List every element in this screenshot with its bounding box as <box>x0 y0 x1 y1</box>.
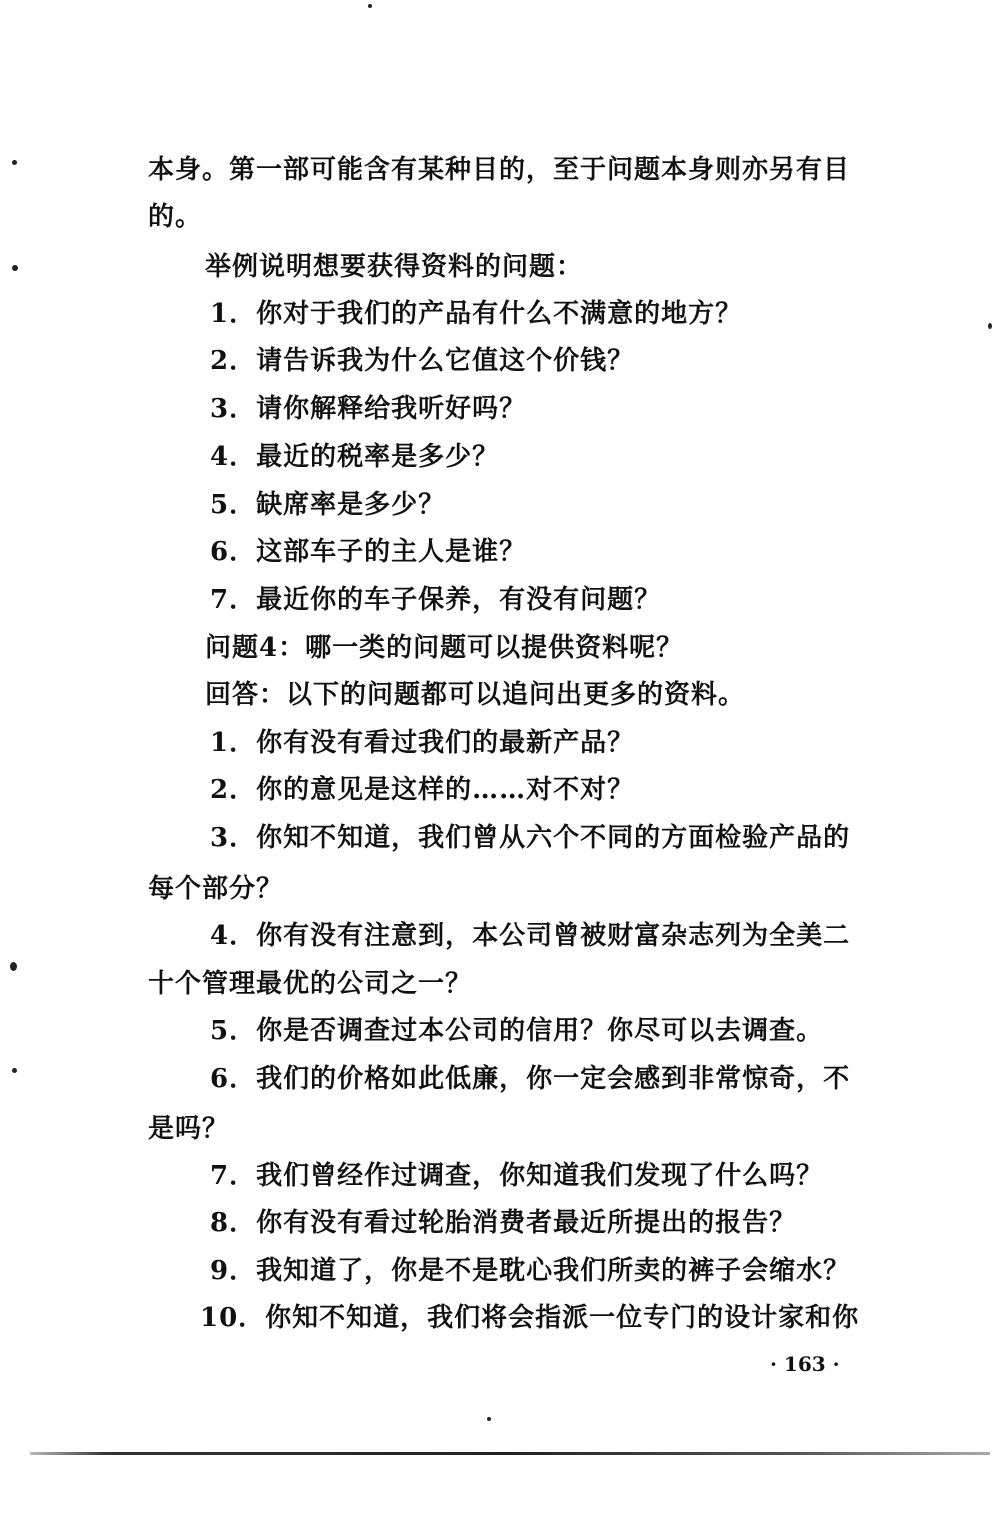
list-item: 5．你是否调查过本公司的信用？你尽可以去调查。 <box>210 1016 824 1046</box>
list-item: 1．你对于我们的产品有什么不满意的地方？ <box>210 299 743 329</box>
body-text-line: 本身。第一部可能含有某种目的，至于问题本身则亦另有目 <box>148 155 851 185</box>
scan-speck <box>487 1417 491 1421</box>
question-heading: 问题4：哪一类的问题可以提供资料呢？ <box>205 633 684 663</box>
list-item-continuation: 是吗？ <box>148 1114 230 1144</box>
list-item: 4．最近的税率是多少？ <box>210 442 500 472</box>
list-item: 3．你知不知道，我们曾从六个不同的方面检验产品的 <box>210 823 851 853</box>
list-item: 4．你有没有注意到，本公司曾被财富杂志列为全美二 <box>210 921 851 951</box>
body-text-line: 举例说明想要获得资料的问题： <box>205 252 584 282</box>
list-item: 6．这部车子的主人是谁？ <box>210 537 527 567</box>
list-item: 2．你的意见是这样的……对不对？ <box>210 775 635 805</box>
body-text-line: 的。 <box>148 202 203 232</box>
scan-speck <box>12 1068 17 1073</box>
list-item: 7．我们曾经作过调查，你知道我们发现了什么吗？ <box>210 1161 824 1191</box>
scan-speck <box>10 962 17 971</box>
scan-speck <box>12 160 17 165</box>
list-item: 3．请你解释给我听好吗？ <box>210 394 527 424</box>
list-item: 6．我们的价格如此低廉，你一定会感到非常惊奇，不 <box>210 1064 851 1094</box>
list-item: 10．你知不知道，我们将会指派一位专门的设计家和你 <box>200 1303 860 1333</box>
scan-edge-line <box>30 1452 990 1455</box>
list-item: 9．我知道了，你是不是耽心我们所卖的裤子会缩水？ <box>210 1256 851 1286</box>
list-item: 1．你有没有看过我们的最新产品？ <box>210 728 635 758</box>
scan-speck <box>988 323 992 329</box>
list-item: 2．请告诉我为什么它值这个价钱？ <box>210 346 635 376</box>
list-item-continuation: 十个管理最优的公司之一？ <box>148 969 473 999</box>
list-item: 7．最近你的车子保养，有没有问题？ <box>210 585 662 615</box>
list-item: 5．缺席率是多少？ <box>210 490 446 520</box>
list-item-continuation: 每个部分？ <box>148 874 284 904</box>
scan-speck <box>368 4 372 8</box>
scan-speck <box>12 265 18 271</box>
answer-heading: 回答：以下的问题都可以追问出更多的资料。 <box>205 680 746 710</box>
list-item: 8．你有没有看过轮胎消费者最近所提出的报告？ <box>210 1208 797 1238</box>
page-number: · 163 · <box>770 1352 840 1376</box>
